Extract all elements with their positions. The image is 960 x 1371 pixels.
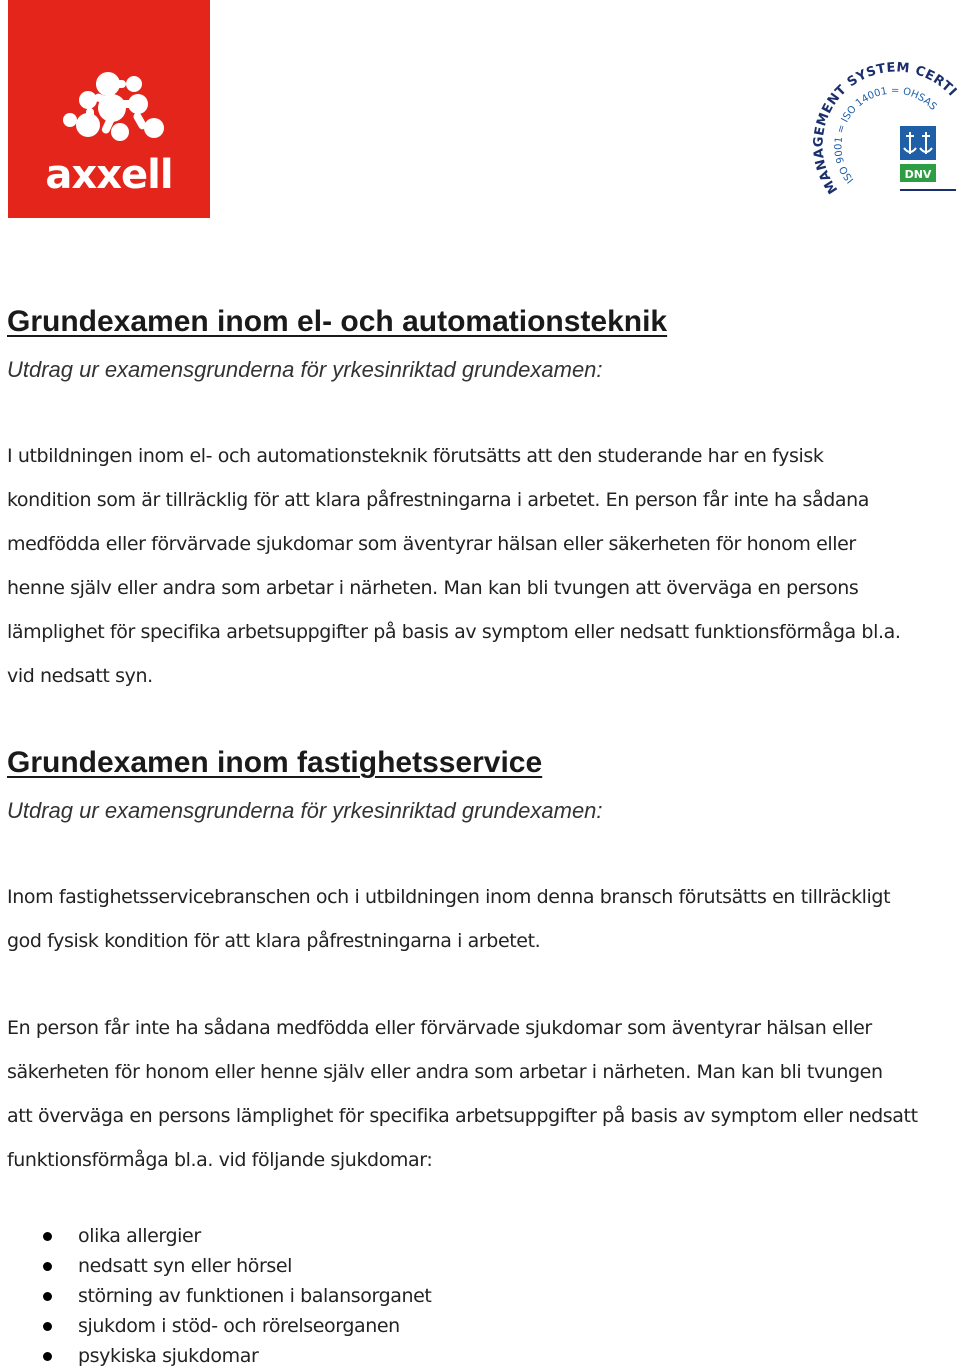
bullet-dot-icon — [43, 1322, 52, 1331]
paragraph-line: En person får inte ha sådana medfödda eller förvärvade sjukdomar som äventyrar hälsan eller — [7, 1017, 872, 1039]
paragraph-line: henne själv eller andra som arbetar i närheten. Man kan bli tvungen att överväga en persons — [7, 577, 859, 599]
paragraph-line: lämplighet för specifika arbetsuppgifter på basis av symptom eller nedsatt funktionsförmåga bl.a. — [7, 621, 901, 643]
paragraph-line: säkerheten för honom eller henne själv eller andra som arbetar i närheten. Man kan bli tvungen — [7, 1061, 883, 1083]
disease-list — [7, 1221, 959, 1371]
list-item: störning av funktionen i balansorganet — [7, 1281, 959, 1311]
cert-standards-text: ISO 9001 = ISO 14001 = OHSAS — [833, 85, 939, 186]
section-subtitle: Utdrag ur examensgrunderna för yrkesinriktad grundexamen: — [7, 798, 603, 823]
svg-text:MANAGEMENT SYSTEM CERTIFICATIO — [806, 60, 960, 196]
dnv-text: DNV — [904, 168, 932, 181]
certification-seal — [806, 60, 960, 200]
list-item: nedsatt syn eller hörsel — [7, 1251, 959, 1281]
paragraph-line: medfödda eller förvärvade sjukdomar som äventyrar hälsan eller säkerheten för honom eller — [7, 533, 856, 555]
paragraph-line: att överväga en persons lämplighet för specifika arbetsuppgifter på basis av symptom eller nedsatt — [7, 1105, 918, 1127]
bullet-dot-icon — [43, 1292, 52, 1301]
section-subtitle: Utdrag ur examensgrunderna för yrkesinriktad grundexamen: — [7, 357, 603, 382]
section-heading: Grundexamen inom el- och automationsteknik — [7, 305, 668, 338]
list-item: olika allergier — [7, 1221, 959, 1251]
section1-paragraph — [7, 434, 959, 698]
paragraph-line: Inom fastighetsservicebranschen och i utbildningen inom denna bransch förutsätts en tillräckligt — [7, 886, 891, 908]
bullet-dot-icon — [43, 1352, 52, 1361]
section2-paragraph-2 — [7, 1006, 959, 1182]
anchor-icon — [900, 126, 936, 160]
bullet-dot-icon — [43, 1232, 52, 1241]
cert-ring-text: MANAGEMENT SYSTEM CERTI — [811, 60, 960, 197]
logo-wordmark: axxell — [45, 152, 173, 198]
list-item: sjukdom i stöd- och rörelseorganen — [7, 1311, 959, 1341]
paragraph-line: vid nedsatt syn. — [7, 665, 153, 687]
list-item: psykiska sjukdomar — [7, 1341, 959, 1371]
paragraph-line: kondition som är tillräcklig för att klara påfrestningarna i arbetet. En person får inte ha sådana — [7, 489, 870, 511]
section2-paragraph-1 — [7, 875, 959, 963]
paragraph-line: I utbildningen inom el- och automationsteknik förutsätts att den studerande har en fysisk — [7, 445, 824, 467]
axxell-logo — [8, 0, 210, 218]
section-fastighetsservice — [7, 745, 959, 825]
bullet-dot-icon — [43, 1262, 52, 1271]
paragraph-line: god fysisk kondition för att klara påfrestningarna i arbetet. — [7, 930, 541, 952]
section-el-automation — [7, 304, 959, 384]
section-heading: Grundexamen inom fastighetsservice — [7, 746, 543, 779]
paragraph-line: funktionsförmåga bl.a. vid följande sjukdomar: — [7, 1149, 433, 1171]
